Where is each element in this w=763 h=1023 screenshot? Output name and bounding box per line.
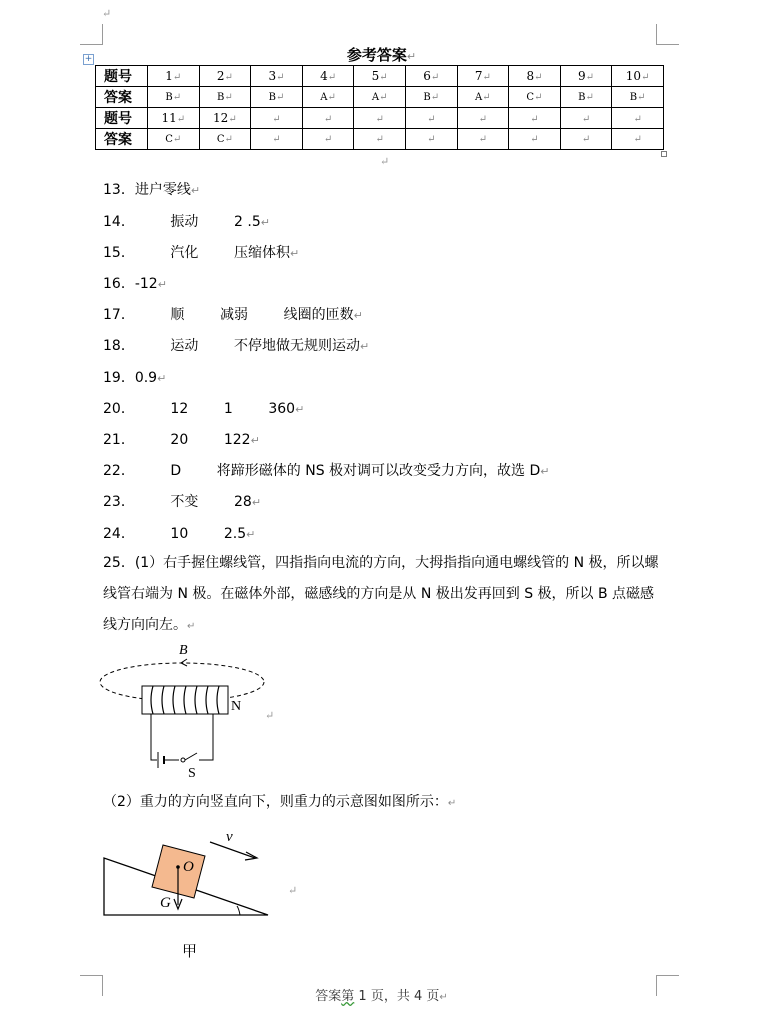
table-cell: 8↵ (509, 66, 561, 87)
table-cell: 10↵ (612, 66, 664, 87)
answer-line: 13．进户零线↵ (103, 182, 201, 198)
table-cell: ↵ (251, 129, 303, 150)
table-resize-handle[interactable] (661, 151, 667, 157)
table-cell: ↵ (560, 129, 612, 150)
field-arrow-icon (181, 659, 187, 666)
table-cell: 3↵ (251, 66, 303, 87)
table-cell: ↵ (302, 129, 354, 150)
answer-line: 23． 不变 28↵ (103, 494, 262, 510)
solenoid-figure (95, 640, 285, 785)
table-cell: ↵ (509, 129, 561, 150)
table-cell: B↵ (612, 87, 664, 108)
table-cell: 2↵ (199, 66, 251, 87)
table-cell: ↵ (405, 129, 457, 150)
paragraph-mark-fig1: ↵ (265, 709, 275, 722)
label-N: N (231, 699, 242, 714)
table-cell: ↵ (354, 108, 406, 129)
table-cell: B↵ (405, 87, 457, 108)
switch-pivot (181, 758, 185, 762)
answer-line: 17． 顺 减弱 线圈的匝数↵ (103, 307, 363, 323)
q25-part2: （2）重力的方向竖直向下，则重力的示意图如图所示：↵ (103, 794, 457, 810)
table-cell: B↵ (560, 87, 612, 108)
circuit-wire (151, 714, 213, 760)
answer-line: 16．-12↵ (103, 276, 167, 292)
table-cell: A↵ (457, 87, 509, 108)
table-cell: C↵ (199, 129, 251, 150)
table-row (96, 87, 664, 108)
table-cell: ↵ (405, 108, 457, 129)
table-cell: B↵ (251, 87, 303, 108)
table-cell: B↵ (199, 87, 251, 108)
paragraph-mark-top: ↵ (102, 7, 112, 20)
label-O: O (183, 859, 194, 875)
table-row (96, 108, 664, 129)
table-cell: ↵ (509, 108, 561, 129)
incline-figure (100, 825, 275, 920)
answer-line: 21． 20 122↵ (103, 432, 260, 448)
answer-line: 19．0.9↵ (103, 370, 167, 386)
table-cell: ↵ (560, 108, 612, 129)
q25-part1: 25．(1）右手握住螺线管，四指指向电流的方向，大拇指指向通电螺线管的 N 极，所以螺线管右端为 N 极。在磁体外部，磁感线的方向是从 N 极出发再回到 S 极，所以 B 点磁感线方向向左。↵ (103, 555, 659, 633)
answer-table (95, 65, 664, 150)
answer-line: 20． 12 1 360↵ (103, 401, 305, 417)
label-G: G (160, 895, 171, 911)
table-cell: ↵ (251, 108, 303, 129)
table-cell: ↵ (612, 108, 664, 129)
table-cell: B↵ (148, 87, 200, 108)
table-cell: C↵ (148, 129, 200, 150)
answer-line: 14． 振动 2 .5↵ (103, 214, 270, 230)
answer-line: 22． D 将蹄形磁体的 NS 极对调可以改变受力方向，故选 D↵ (103, 463, 550, 479)
table-cell: A↵ (354, 87, 406, 108)
answer-line: 18． 运动 不停地做无规则运动↵ (103, 338, 370, 354)
table-cell: ↵ (457, 129, 509, 150)
table-move-handle-icon[interactable]: + (84, 54, 93, 64)
table-cell: 7↵ (457, 66, 509, 87)
figure-caption: 甲 (182, 942, 198, 960)
paragraph-mark-fig2: ↵ (288, 884, 298, 897)
row-label: 题号 (96, 66, 148, 87)
corner-mark-top-right (656, 24, 679, 45)
paragraph-mark-after-table: ↵ (380, 155, 390, 168)
table-cell: ↵ (457, 108, 509, 129)
row-label: 题号 (96, 108, 148, 129)
table-cell: ↵ (302, 108, 354, 129)
table-cell: 4↵ (302, 66, 354, 87)
table-cell: 6↵ (405, 66, 457, 87)
table-cell: 9↵ (560, 66, 612, 87)
label-S: S (188, 766, 196, 781)
table-row (96, 66, 664, 87)
row-label: 答案 (96, 129, 148, 150)
table-cell: 12↵ (199, 108, 251, 129)
table-cell: 11↵ (148, 108, 200, 129)
table-cell: C↵ (509, 87, 561, 108)
table-cell: ↵ (354, 129, 406, 150)
table-cell: 5↵ (354, 66, 406, 87)
answer-line: 15． 汽化 压缩体积↵ (103, 245, 300, 261)
label-v: v (226, 829, 233, 845)
row-label: 答案 (96, 87, 148, 108)
page-title: 参考答案↵ (346, 46, 417, 64)
table-cell: A↵ (302, 87, 354, 108)
answer-line: 24． 10 2.5↵ (103, 526, 256, 542)
corner-mark-top-left (80, 24, 103, 45)
label-B: B (179, 643, 188, 658)
page-footer: 答案第 1 页，共 4 页↵ (315, 989, 448, 1004)
table-cell: ↵ (612, 129, 664, 150)
table-row (96, 129, 664, 150)
table-cell: 1↵ (148, 66, 200, 87)
